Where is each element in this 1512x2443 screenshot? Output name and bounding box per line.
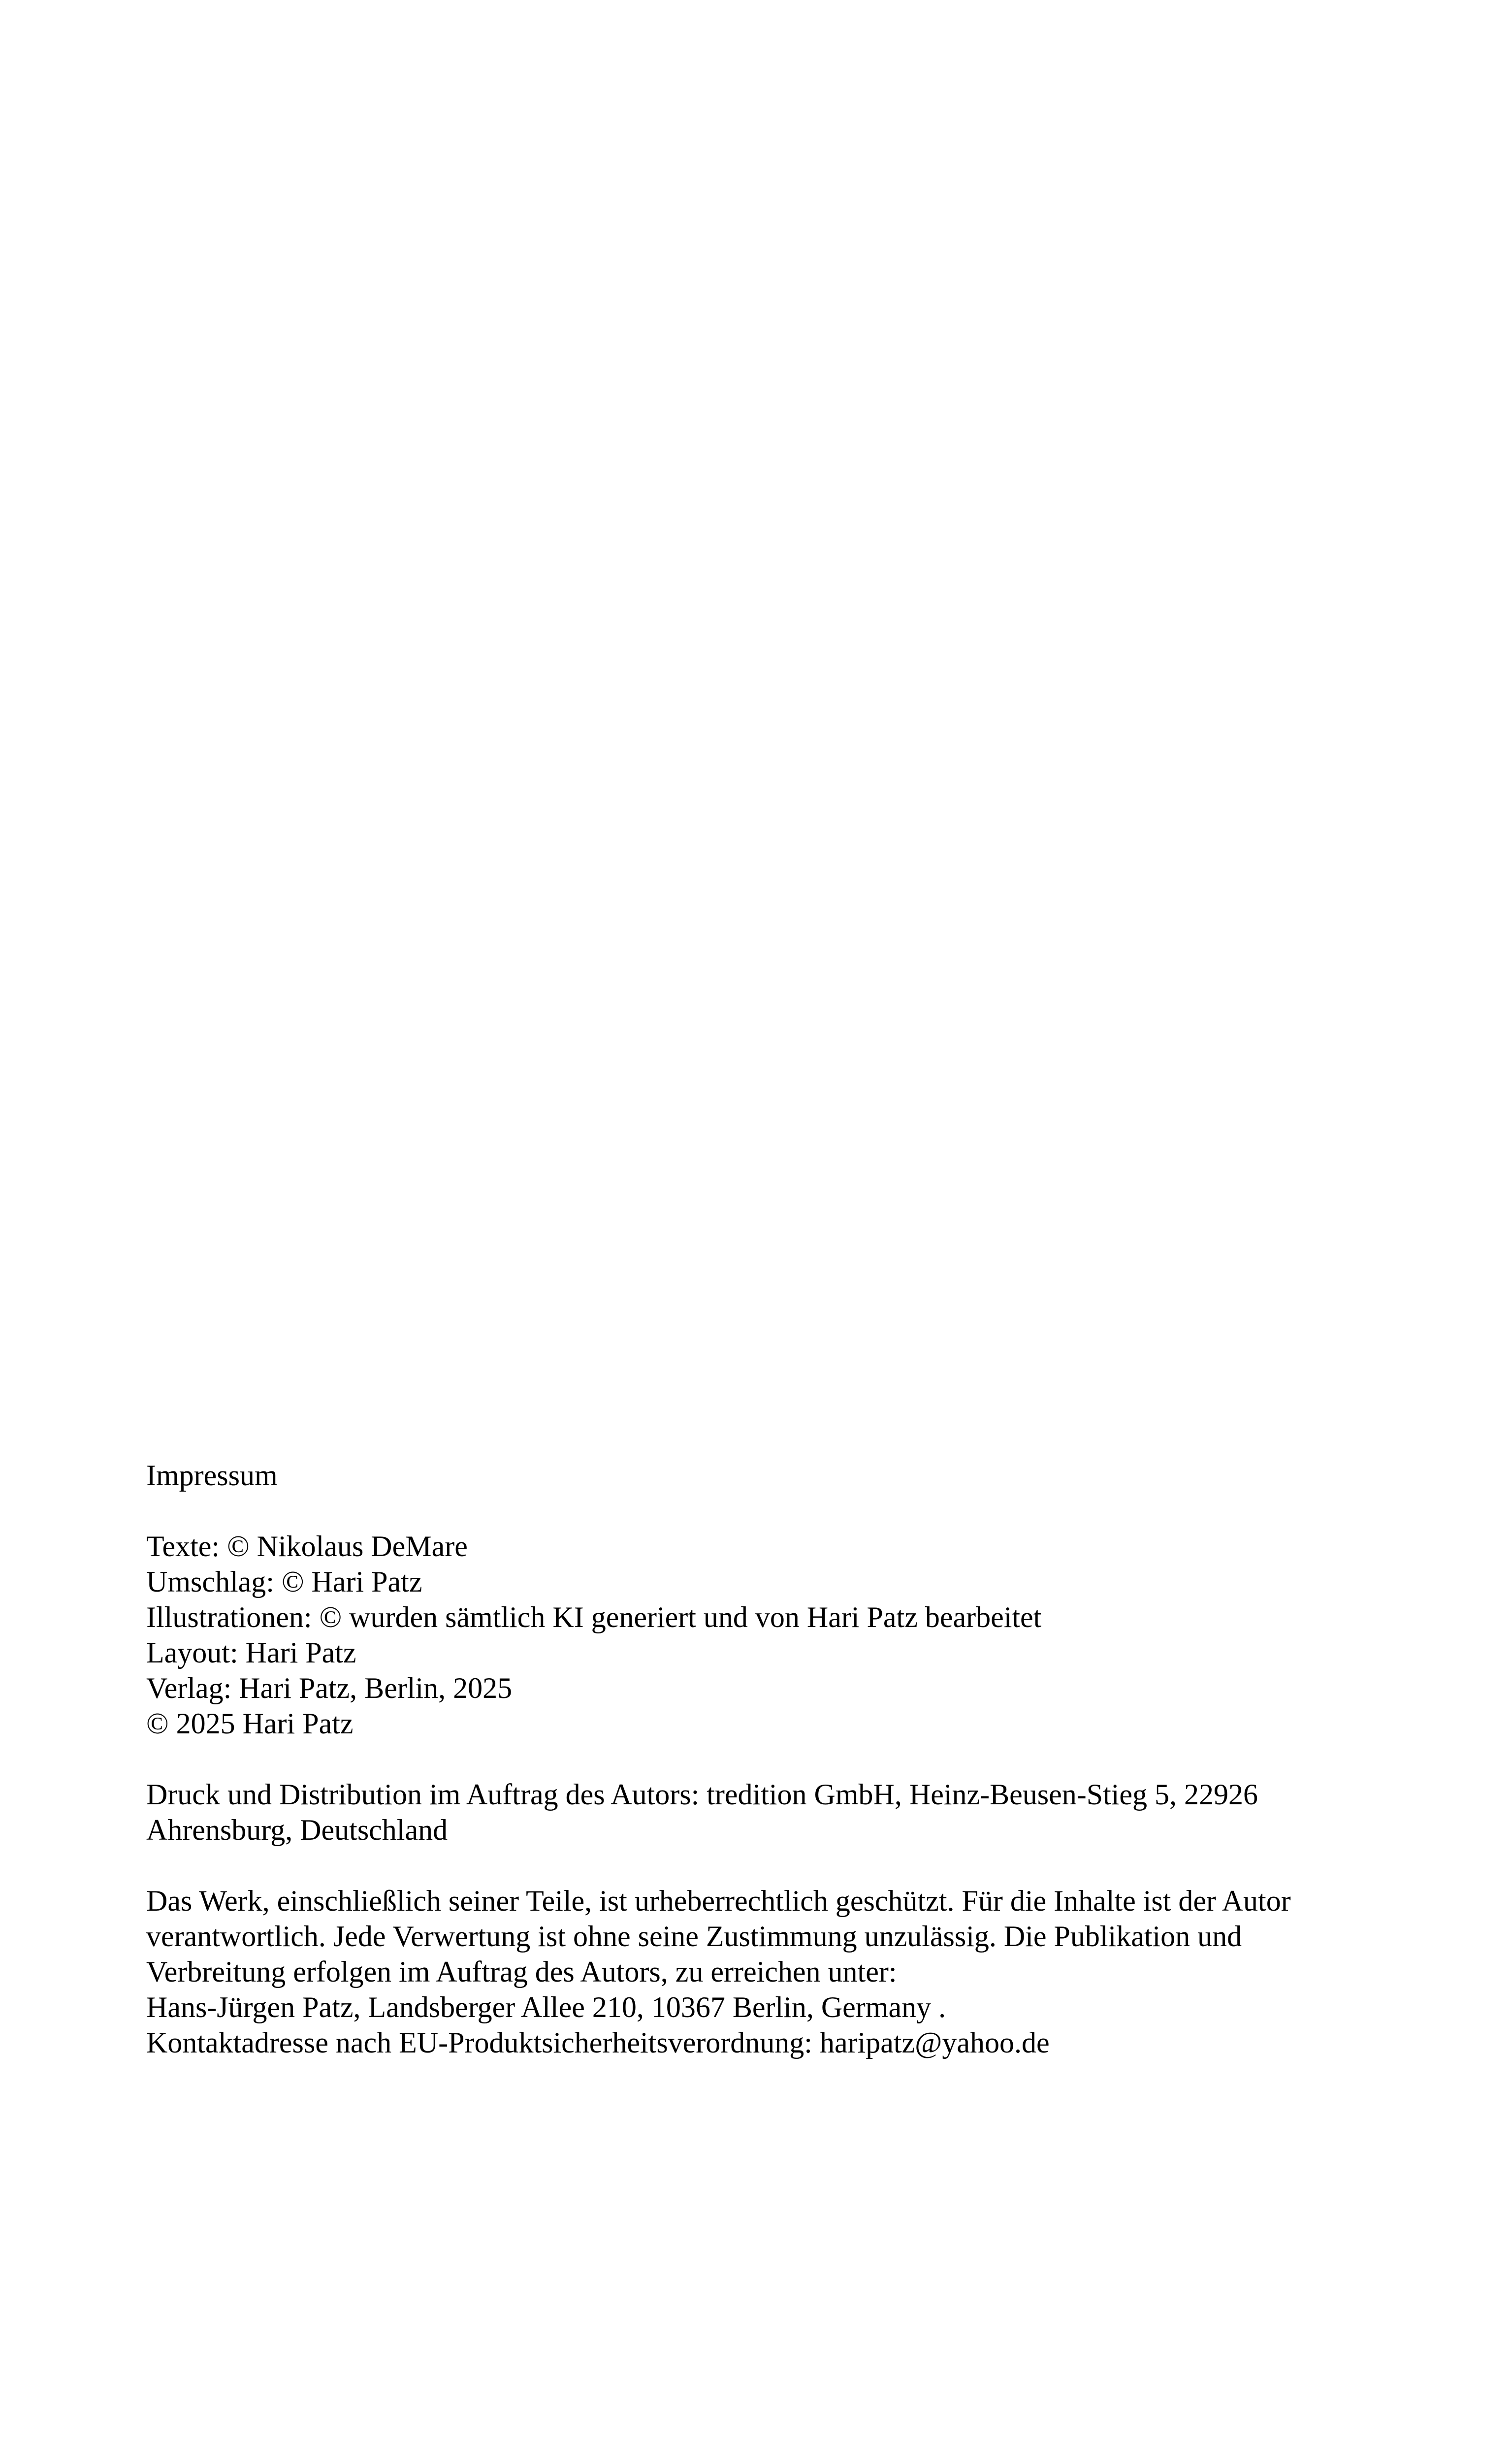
imprint-heading: Impressum	[146, 1459, 278, 1492]
credit-illustrations: Illustrationen: © wurden sämtlich KI generiert und von Hari Patz bearbeitet	[146, 1601, 1042, 1633]
legal-line: verantwortlich. Jede Verwertung ist ohne seine Zustimmung unzulässig. Die Publikation und	[146, 1920, 1242, 1953]
credit-layout: Layout: Hari Patz	[146, 1636, 356, 1669]
distribution-line: Druck und Distribution im Auftrag des Autors: tredition GmbH, Heinz-Beusen-Stieg 5, 22926	[146, 1778, 1258, 1811]
credit-publisher: Verlag: Hari Patz, Berlin, 2025	[146, 1672, 513, 1704]
credits-block	[146, 1529, 1387, 1741]
credit-texts: Texte: © Nikolaus DeMare	[146, 1530, 468, 1563]
author-address: Hans-Jürgen Patz, Landsberger Allee 210, 10367 Berlin, Germany .	[146, 1991, 946, 2023]
spacer	[146, 1741, 1387, 1777]
legal-block	[146, 1883, 1387, 2060]
imprint-section	[146, 1458, 1387, 2060]
spacer	[146, 1848, 1387, 1883]
credit-cover: Umschlag: © Hari Patz	[146, 1565, 422, 1598]
distribution-line: Ahrensburg, Deutschland	[146, 1814, 448, 1846]
legal-line: Das Werk, einschließlich seiner Teile, ist urheberrechtlich geschützt. Für die Inhalte ist der Autor	[146, 1885, 1291, 1917]
spacer	[146, 1493, 1387, 1529]
distribution-block	[146, 1777, 1387, 1848]
legal-line: Verbreitung erfolgen im Auftrag des Autors, zu erreichen unter:	[146, 1955, 897, 1988]
contact-email-line: Kontaktadresse nach EU-Produktsicherheitsverordnung: haripatz@yahoo.de	[146, 2026, 1050, 2059]
copyright-line: © 2025 Hari Patz	[146, 1707, 354, 1740]
